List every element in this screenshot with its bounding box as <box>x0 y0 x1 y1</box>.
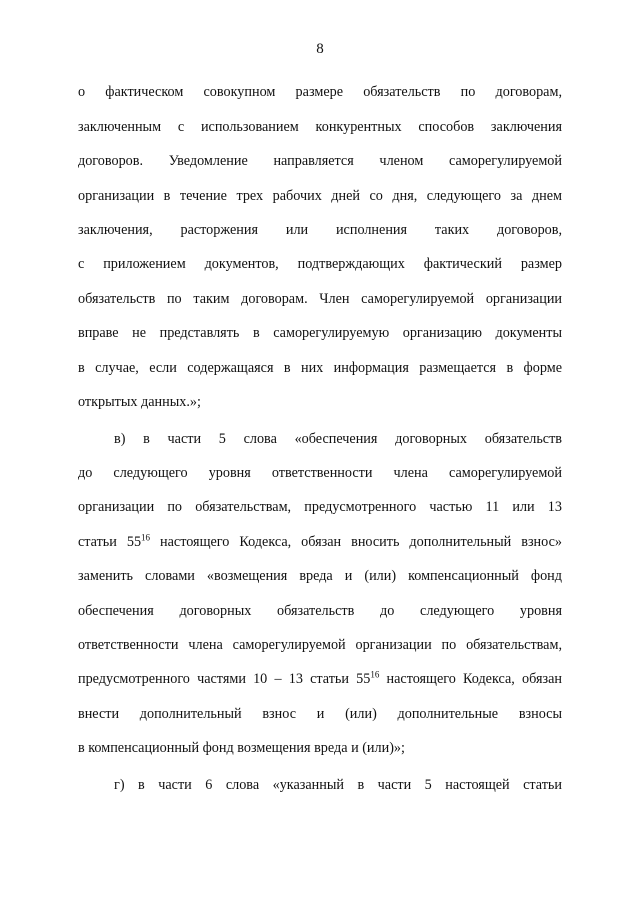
superscript: 16 <box>141 532 151 543</box>
text-line: до следующего уровня ответственности члена саморегулируемой <box>78 465 562 481</box>
text-line: внести дополнительный взнос и (или) дополнительные взносы <box>78 706 562 722</box>
text-line: заключенным с использованием конкурентных способов заключения <box>78 119 562 135</box>
text-line: о фактическом совокупном размере обязательств по договорам, <box>78 84 562 100</box>
text-fragment: статьи 55 <box>78 534 142 550</box>
text-line: вправе не представлять в саморегулируемую организацию документы <box>78 325 562 341</box>
text-line: обеспечения договорных обязательств до следующего уровня <box>78 603 562 619</box>
text-line: обязательств по таким договорам. Член саморегулируемой организации <box>78 291 562 307</box>
text-fragment: предусмотренного частями 10 – 13 статьи 55 <box>78 671 371 687</box>
superscript: 16 <box>370 669 380 680</box>
text-line: заменить словами «возмещения вреда и (или) компенсационный фонд <box>78 568 562 584</box>
page-number: 8 <box>316 41 324 57</box>
text-line <box>78 533 562 551</box>
text-line: ответственности члена саморегулируемой организации по обязательствам, <box>78 637 562 653</box>
text-line: г) в части 6 слова «указанный в части 5 настоящей статьи <box>114 777 562 793</box>
text-line: с приложением документов, подтверждающих фактический размер <box>78 256 562 272</box>
text-line: в) в части 5 слова «обеспечения договорных обязательств <box>114 431 562 447</box>
text-line: договоров. Уведомление направляется членом саморегулируемой <box>78 153 562 169</box>
text-fragment: настоящего Кодекса, обязан вносить дополнительный взнос» <box>150 534 562 550</box>
text-line: открытых данных.»; <box>78 394 201 410</box>
text-line: заключения, расторжения или исполнения таких договоров, <box>78 222 562 238</box>
text-line: организации по обязательствам, предусмотренного частью 11 или 13 <box>78 499 562 515</box>
text-line: организации в течение трех рабочих дней со дня, следующего за днем <box>78 188 562 204</box>
text-line <box>78 670 562 688</box>
text-line: в случае, если содержащаяся в них информация размещается в форме <box>78 360 562 376</box>
text-fragment: настоящего Кодекса, обязан <box>379 671 562 687</box>
text-line: в компенсационный фонд возмещения вреда и (или)»; <box>78 740 405 756</box>
